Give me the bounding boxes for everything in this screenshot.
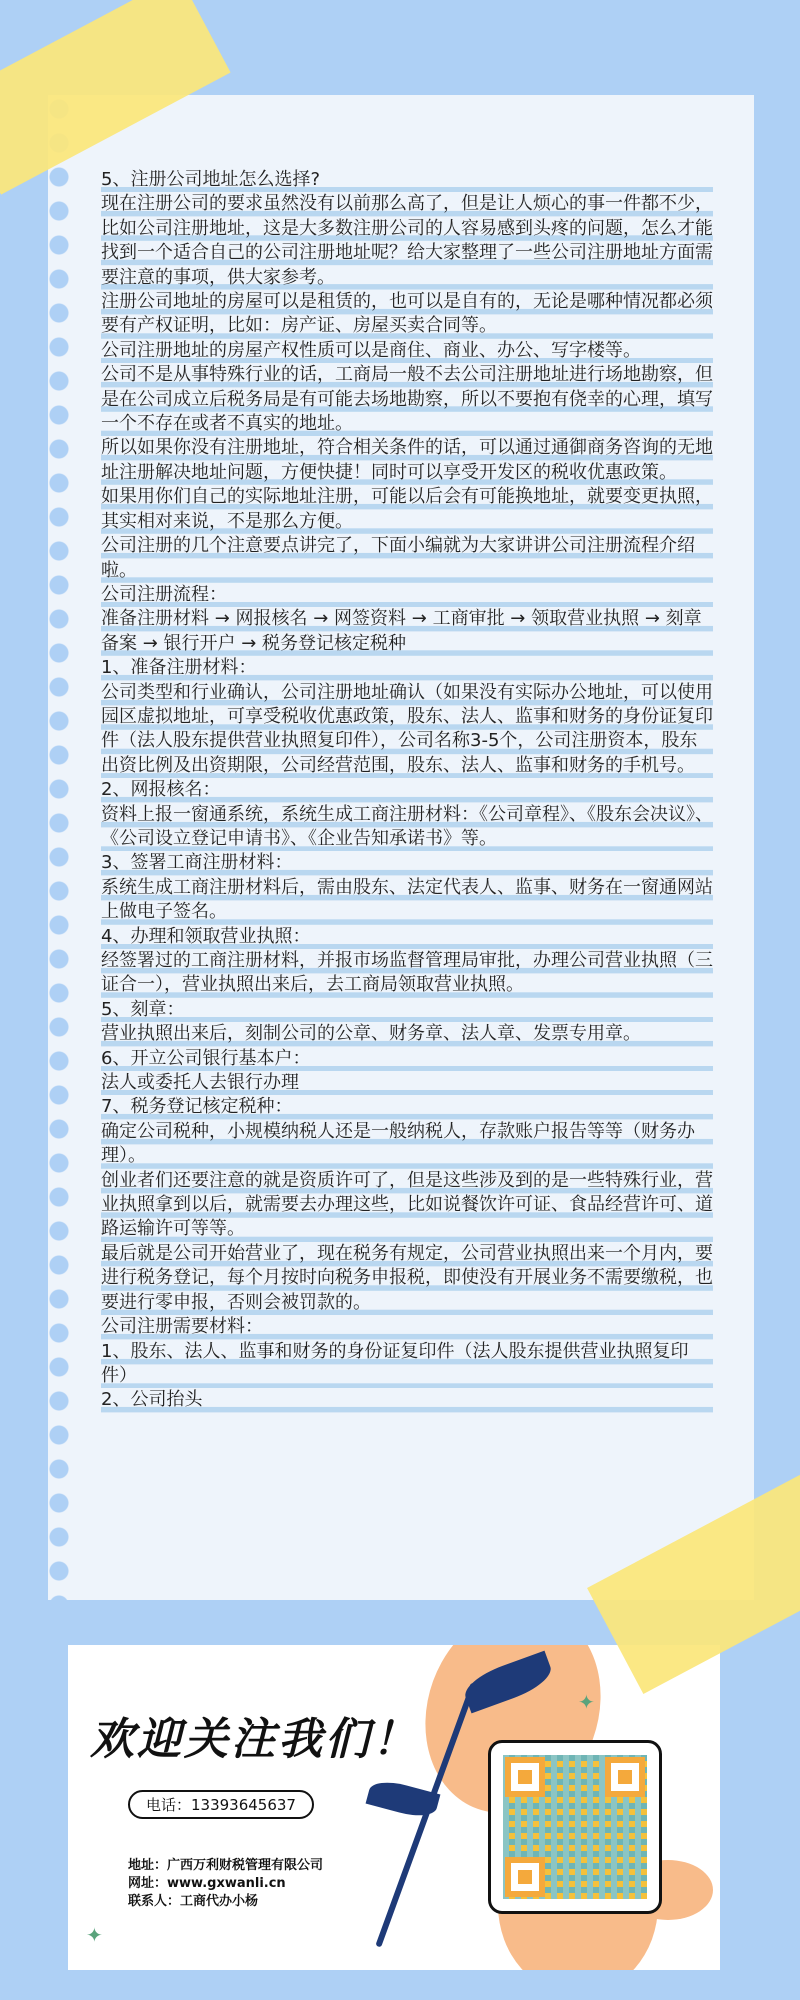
- address-text: 地址：广西万利财税管理有限公司: [128, 1858, 324, 1873]
- paragraph: 1、准备注册材料：: [101, 656, 713, 680]
- qr-finder-icon: [505, 1857, 545, 1897]
- paragraph: 准备注册材料 → 网报核名 → 网签资料 → 工商审批 → 领取营业执照 → 刻章备案 → 银行开户 → 税务登记核定税种: [101, 607, 713, 656]
- paragraph: 创业者们还要注意的就是资质许可了，但是这些涉及到的是一些特殊行业，营业执照拿到以后，就需要去办理这些，比如说餐饮许可证、食品经营许可、道路运输许可等等。: [101, 1169, 713, 1242]
- paragraph: 经签署过的工商注册材料，并报市场监督管理局审批，办理公司营业执照（三证合一），营业执照出来后，去工商局领取营业执照。: [101, 949, 713, 998]
- paragraph: 现在注册公司的要求虽然没有以前那么高了，但是让人烦心的事一件都不少，比如公司注册地址，这是大多数注册公司的人容易感到头疼的问题，怎么才能找到一个适合自己的公司注册地址呢？给大家整理了一些公司注册地址方面需要注意的事项，供大家参考。: [101, 192, 713, 290]
- paragraph: 法人或委托人去银行办理: [101, 1071, 713, 1095]
- article-body: [101, 168, 713, 1413]
- phone-badge: 电话：13393645637: [128, 1790, 314, 1819]
- paragraph: 6、开立公司银行基本户：: [101, 1047, 713, 1071]
- paragraph: 5、刻章：: [101, 998, 713, 1022]
- website-text: 网址：www.gxwanli.cn: [128, 1876, 286, 1891]
- paragraph: 公司注册地址的房屋产权性质可以是商住、商业、办公、写字楼等。: [101, 339, 713, 363]
- paragraph: 公司注册流程：: [101, 583, 713, 607]
- contact-person-text: 联系人：工商代办小杨: [128, 1894, 259, 1909]
- paragraph: 注册公司地址的房屋可以是租赁的，也可以是自有的，无论是哪种情况都必须要有产权证明，比如：房产证、房屋买卖合同等。: [101, 290, 713, 339]
- paragraph: 7、税务登记核定税种：: [101, 1095, 713, 1119]
- qr-finder-icon: [505, 1757, 545, 1797]
- paragraph: 最后就是公司开始营业了，现在税务有规定，公司营业执照出来一个月内，要进行税务登记，每个月按时向税务申报税，即使没有开展业务不需要缴税，也要进行零申报，否则会被罚款的。: [101, 1242, 713, 1315]
- notebook-holes: [48, 95, 70, 1600]
- paragraph: 2、网报核名：: [101, 778, 713, 802]
- paragraph: 3、签署工商注册材料：: [101, 851, 713, 875]
- paragraph: 公司注册的几个注意要点讲完了，下面小编就为大家讲讲公司注册流程介绍啦。: [101, 534, 713, 583]
- paragraph: 营业执照出来后，刻制公司的公章、财务章、法人章、发票专用章。: [101, 1022, 713, 1046]
- paragraph: 2、公司抬头: [101, 1388, 713, 1412]
- qr-code[interactable]: [488, 1740, 662, 1914]
- paragraph: 1、股东、法人、监事和财务的身份证复印件（法人股东提供营业执照复印件）: [101, 1340, 713, 1389]
- sparkle-icon: ✦: [578, 1690, 595, 1714]
- paragraph: 系统生成工商注册材料后，需由股东、法定代表人、监事、财务在一窗通网站上做电子签名。: [101, 876, 713, 925]
- contact-card: [68, 1645, 720, 1970]
- paragraph: 4、办理和领取营业执照：: [101, 925, 713, 949]
- paragraph: 如果用你们自己的实际地址注册，可能以后会有可能换地址，就要变更执照，其实相对来说，不是那么方便。: [101, 485, 713, 534]
- paragraph: 5、注册公司地址怎么选择?: [101, 168, 713, 192]
- paragraph: 确定公司税种，小规模纳税人还是一般纳税人，存款账户报告等等（财务办理）。: [101, 1120, 713, 1169]
- welcome-title: 欢迎关注我们！: [90, 1714, 419, 1765]
- paragraph: 公司不是从事特殊行业的话，工商局一般不去公司注册地址进行场地勘察，但是在公司成立后税务局是有可能去场地勘察，所以不要抱有侥幸的心理，填写一个不存在或者不真实的地址。: [101, 363, 713, 436]
- sparkle-icon: ✦: [86, 1923, 103, 1947]
- paragraph: 所以如果你没有注册地址，符合相关条件的话，可以通过通御商务咨询的无地址注册解决地址问题，方便快捷！同时可以享受开发区的税收优惠政策。: [101, 436, 713, 485]
- paragraph: 公司类型和行业确认，公司注册地址确认（如果没有实际办公地址，可以使用园区虚拟地址，可享受税收优惠政策，股东、法人、监事和财务的身份证复印件（法人股东提供营业执照复印件），公司名称3-5个，公司注册资本，股东出资比例及出资期限，公司经营范围，股东、法人、监事和财务的手机号。: [101, 681, 713, 779]
- paragraph: 资料上报一窗通系统，系统生成工商注册材料：《公司章程》、《股东会决议》、《公司设立登记申请书》、《企业告知承诺书》等。: [101, 803, 713, 852]
- paragraph: 公司注册需要材料：: [101, 1315, 713, 1339]
- qr-finder-icon: [605, 1757, 645, 1797]
- contact-info: [128, 1857, 323, 1911]
